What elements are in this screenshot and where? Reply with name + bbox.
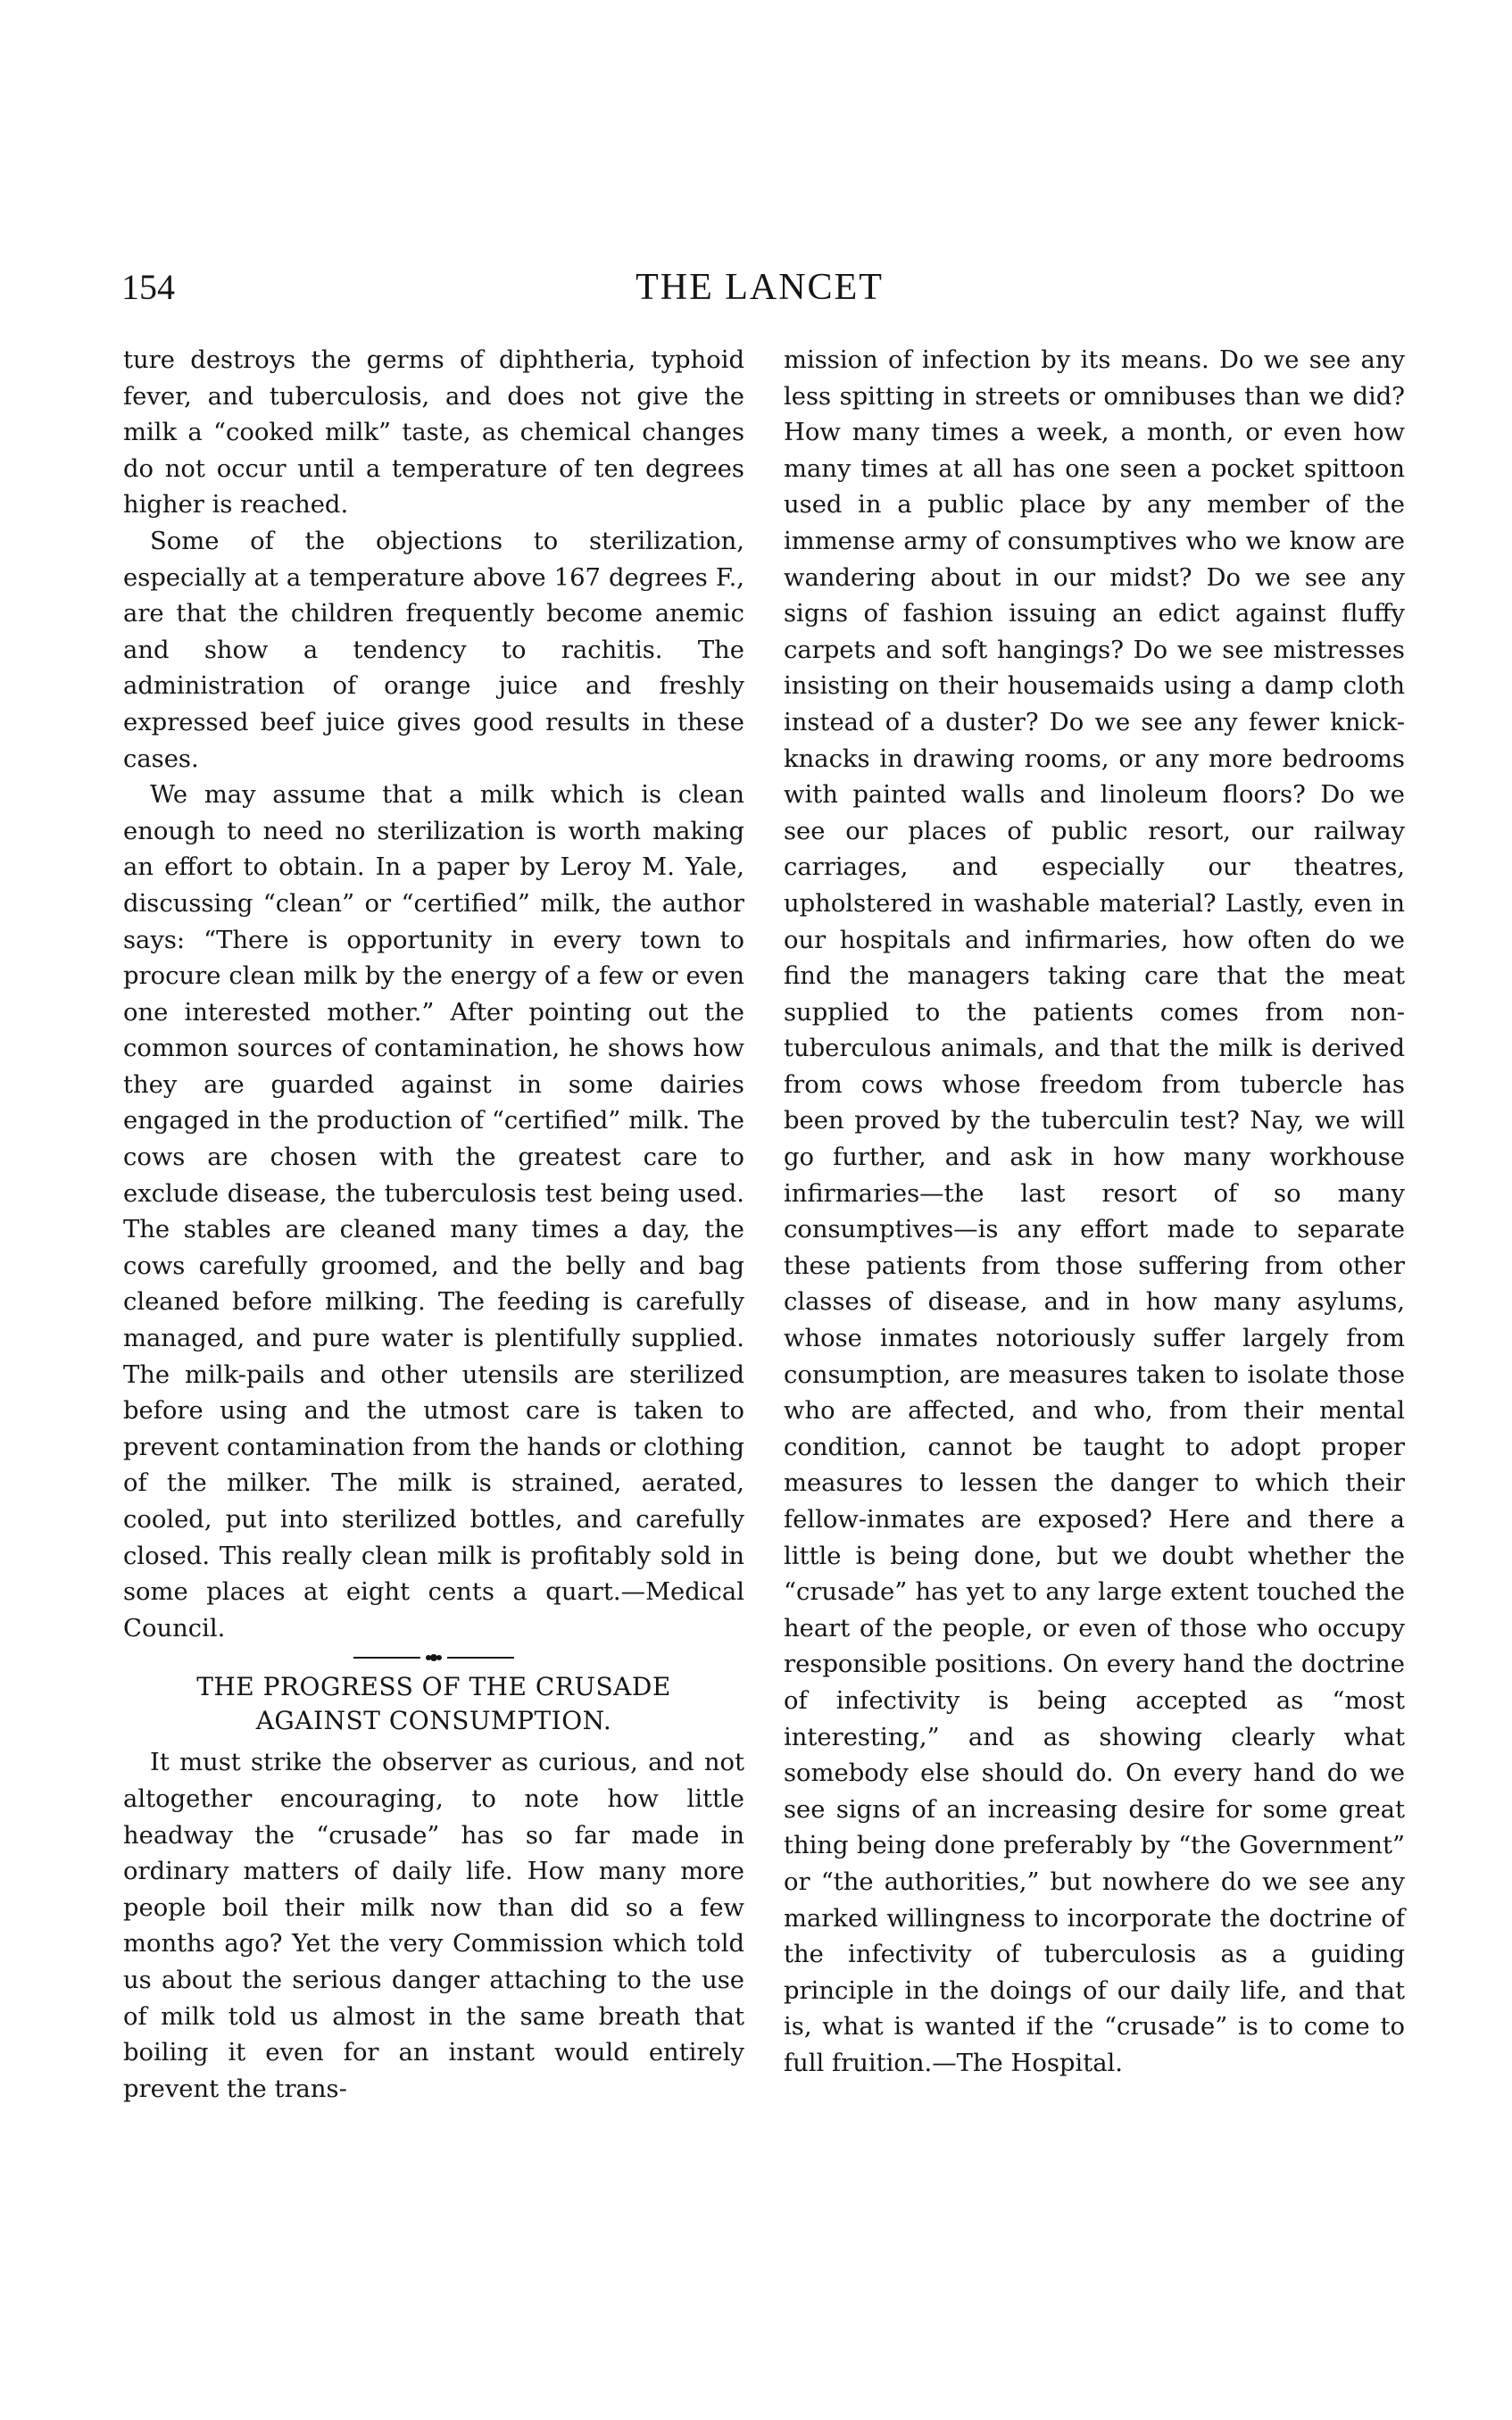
paragraph-sterilization-objections: Some of the objections to sterilization, especially at a temperature above 167 degrees F., are that the children frequently become anemic and show a tendency to rachitis. The administration of orange juice and freshly expressed beef juice gives good results in these cases. <box>123 527 744 773</box>
paragraph-crusade-continued: mission of infection by its means. Do we see any less spitting in streets or omnibuses than we did? How many times a week, a month, or even how many times at all has one seen a pocket spittoon used in a public place by any member of the immense army of consumptives who we know are wandering about in our midst? Do we see any signs of fashion issuing an edict against fluffy carpets and soft hangings? Do we see mistresses insisting on their housemaids using a damp cloth instead of a duster? Do we see any fewer knick-knacks in drawing rooms, or any more bedrooms with painted walls and linoleum floors? Do we see our places of public resort, our railway carriages, and especially our theatres, upholstered in washable material? Lastly, even in our hospitals and infirmaries, how often do we find the managers taking care that the meat supplied to the patients comes from non-tuberculous animals, and that the milk is derived from cows whose freedom from tubercle has been proved by the tuberculin test? Nay, we will go further, and ask in how many workhouse infirmaries—the last resort of so many consumptives—is any effort made to separate these patients from those suffering from other classes of disease, and in how many asylums, whose inmates notoriously suffer largely from consumption, are measures taken to isolate those who are affected, and who, from their mental condition, cannot be taught to adopt proper measures to lessen the danger to which their fellow-inmates are exposed? Here and there a little is being done, but we doubt whether the “crusade” has yet to any large extent touched the heart of the people, or even of those who occupy responsible positions. On every hand the doctrine of infectivity is being accepted as “most interesting,” and as showing clearly what somebody else should do. On every hand do we see signs of an increasing desire for some great thing being done preferably by “the Government” or “the authorities,” but nowhere do we see any marked willingness to incorporate the doctrine of the infectivity of tuberculosis as a guiding principle in the doings of our daily life, and that is, what is wanted if the “crusade” is to come to full fruition.—The Hospital. <box>784 346 1405 2077</box>
page-header <box>121 264 1398 314</box>
right-column <box>784 343 1405 2083</box>
article-title-line2: AGAINST CONSUMPTION. <box>255 1706 612 1736</box>
paragraph-crusade-opening: It must strike the observer as curious, and not altogether encouraging, to note how little headway the “crusade” has so far made in ordinary matters of daily life. How many more people boil their milk now than did so a few months ago? Yet the very Commission which told us about the serious danger attaching to the use of milk told us almost in the same breath that boiling it even for an instant would entirely prevent the trans- <box>123 1749 744 2103</box>
article-title <box>123 1670 744 1738</box>
paragraph-sterilization-temperature: ture destroys the germs of diphtheria, typhoid fever, and tuberculosis, and does not give the milk a “cooked milk” taste, as chemical changes do not occur until a temperature of ten degrees higher is reached. <box>123 346 744 520</box>
left-column <box>123 343 744 2108</box>
paragraph-certified-milk: We may assume that a milk which is clean enough to need no sterilization is worth making an effort to obtain. In a paper by Leroy M. Yale, discussing “clean” or “certified” milk, the author says: “There is opportunity in every town to procure clean milk by the energy of a few or even one interested mother.” After pointing out the common sources of contamination, he shows how they are guarded against in some dairies engaged in the production of “certified” milk. The cows are chosen with the greatest care to exclude disease, the tuberculosis test being used. The stables are cleaned many times a day, the cows carefully groomed, and the belly and bag cleaned before milking. The feeding is carefully managed, and pure water is plentifully supplied. The milk-pails and other utensils are sterilized before using and the utmost care is taken to prevent contamination from the hands or clothing of the milker. The milk is strained, aerated, cooled, put into sterilized bottles, and carefully closed. This really clean milk is profitably sold in some places at eight cents a quart.—Medical Council. <box>123 781 744 1642</box>
journal-title: THE LANCET <box>636 267 884 308</box>
section-separator <box>353 1652 514 1663</box>
article-title-line1: THE PROGRESS OF THE CRUSADE <box>196 1672 671 1702</box>
page-number: 154 <box>121 267 175 307</box>
